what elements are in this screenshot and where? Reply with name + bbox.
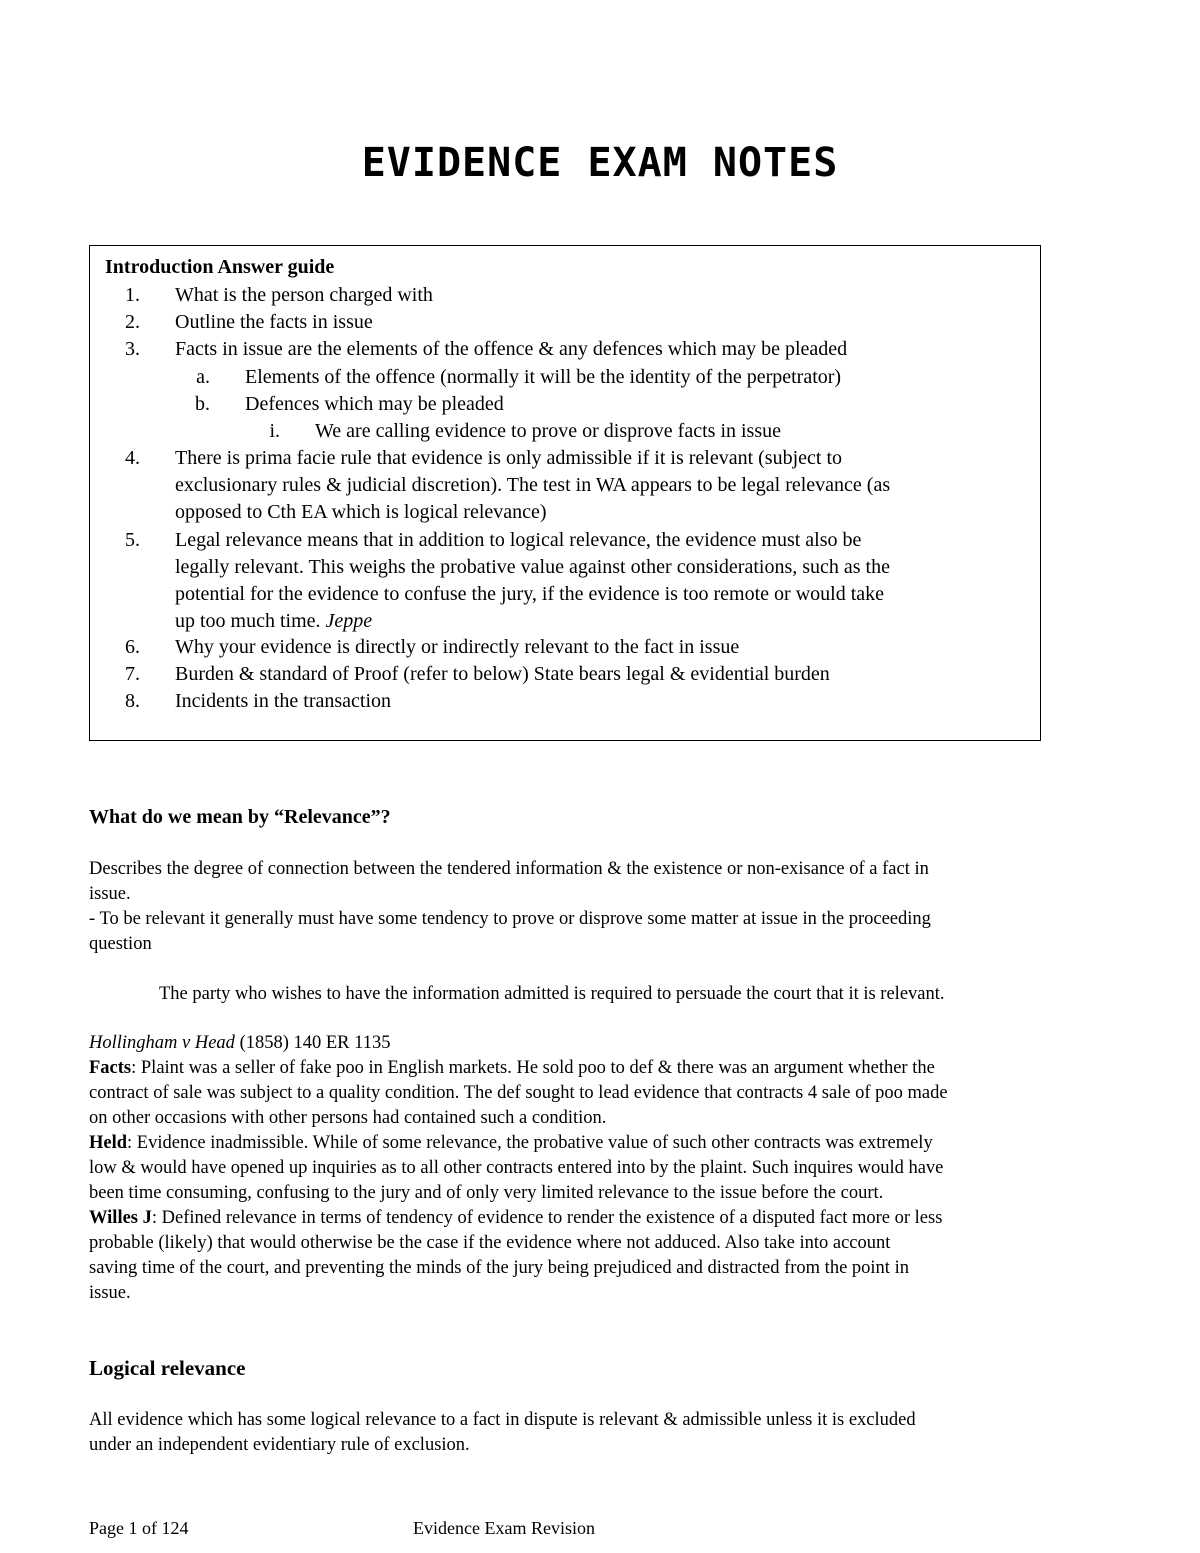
- answer-guide-heading: Introduction Answer guide: [105, 256, 335, 278]
- facts-label: Facts: [89, 1058, 132, 1078]
- section-heading: What do we mean by “Relevance”?: [89, 806, 391, 828]
- footer-doc-title: Evidence Exam Revision: [413, 1518, 595, 1538]
- indented-paragraph: The party who wishes to have the information admitted is required to persuade the court that it is relevant.: [159, 984, 945, 1004]
- footer-page-number: Page 1 of 124: [89, 1518, 189, 1538]
- case-note: Hollingham v Head (1858) 140 ER 1135 Facts: Plaint was a seller of fake poo in English markets. He sold poo to def & there was an argument whether the contract of sale was subject to a quality condition. The def sought to lead evidence that contracts 4 sale of poo made on other occasions with other persons had contained such a condition. Held: Evidence inadmissible. While of some relevance, the probative value of such other contracts was extremely low & would have opened up inquiries as to all other contracts entered into by the plaint. Such inquires would have been time consuming, confusing to the jury and of only very limited relevance to the issue before the court. Willes J: Defined relevance in terms of tendency of evidence to render the existence of a disputed fact more or less probable (likely) that would otherwise be the case if the evidence where not adduced. Also take into account saving time of the court, and preventing the minds of the jury being prejudiced and distracted from the point in issue.: [89, 1033, 948, 1303]
- section-heading: Logical relevance: [89, 1356, 246, 1380]
- paragraph: All evidence which has some logical relevance to a fact in dispute is relevant & admissible unless it is excluded under an independent evidentiary rule of exclusion.: [89, 1410, 916, 1455]
- page-title: EVIDENCE EXAM NOTES: [361, 140, 839, 186]
- willes-label: Willes J: [89, 1208, 152, 1228]
- held-label: Held: [89, 1133, 128, 1153]
- case-name: Hollingham v Head: [89, 1033, 235, 1053]
- document-page: EVIDENCE EXAM NOTES Introduction Answer guide 1. What is the person charged with 2. Outline the facts in issue 3. Facts in issue are the elements of the offence & any defences which may be pleaded a. Elements of the offence (normally it will be the identity of the perpetrator) b. Defences which may be pleaded i. We are calling evidence to prove or disprove facts in issue 4. There is prima facie rule that evidence is only admissible if it is relevant (subject to exclusionary rules & judicial discretion). The test in WA appears to be legal relevance (as opposed to Cth EA which is logical relevance) 5. Legal relevance means that in addition to logical relevance, the evidence must also be legally relevant. This weighs the probative value against other considerations, such as the potential for the evidence to confuse the jury, if the evidence is too remote or would take up too much time. Jeppe 6. Why your evidence is directly or indirectly relevant to the fact in issue 7. Burden & standard of Proof (refer to below) State bears legal & evidential burden 8. Incidents in the transaction What do we mean by “Relevance”? Describes the degree of connection between the tendered information & the existence or non-exisance of a fact in issue. - To be relevant it generally must have some tendency to prove or disprove some matter at issue in the proceeding question The party who wishes to have the information admitted is required to persuade the court that it is relevant. Hollingham v Head (1858) 140 ER 1135 Facts: Plaint was a seller of fake poo in English markets. He sold poo to def & there was an argument whether the contract of sale was subject to a quality condition. The def sought to lead evidence that contracts 4 sale of poo made on other occasions with other persons had contained such a condition. Held: Evidence inadmissible. While of some relevance, the probative value of such other contracts was extremely low & would have opened up inquiries as to all other contracts entered into by the plaint. Such inquires would have been time consuming, confusing to the jury and of only very limited relevance to the issue before the court. Willes J: Defined relevance in terms of tendency of evidence to render the existence of a disputed fact more or less probable (likely) that would otherwise be the case if the evidence where not adduced. Also take into account saving time of the court, and preventing the minds of the jury being prejudiced and distracted from the point in issue. Logical relevance All evidence which has some logical relevance to a fact in dispute is relevant & admissible unless it is excluded under an independent evidentiary rule of exclusion. Page 1 of 124 Evidence Exam Revision: [0, 0, 1200, 1553]
- paragraph: Describes the degree of connection between the tendered information & the existence or non-exisance of a fact in issue. - To be relevant it generally must have some tendency to prove or disprove some matter at issue in the proceeding question: [89, 859, 931, 954]
